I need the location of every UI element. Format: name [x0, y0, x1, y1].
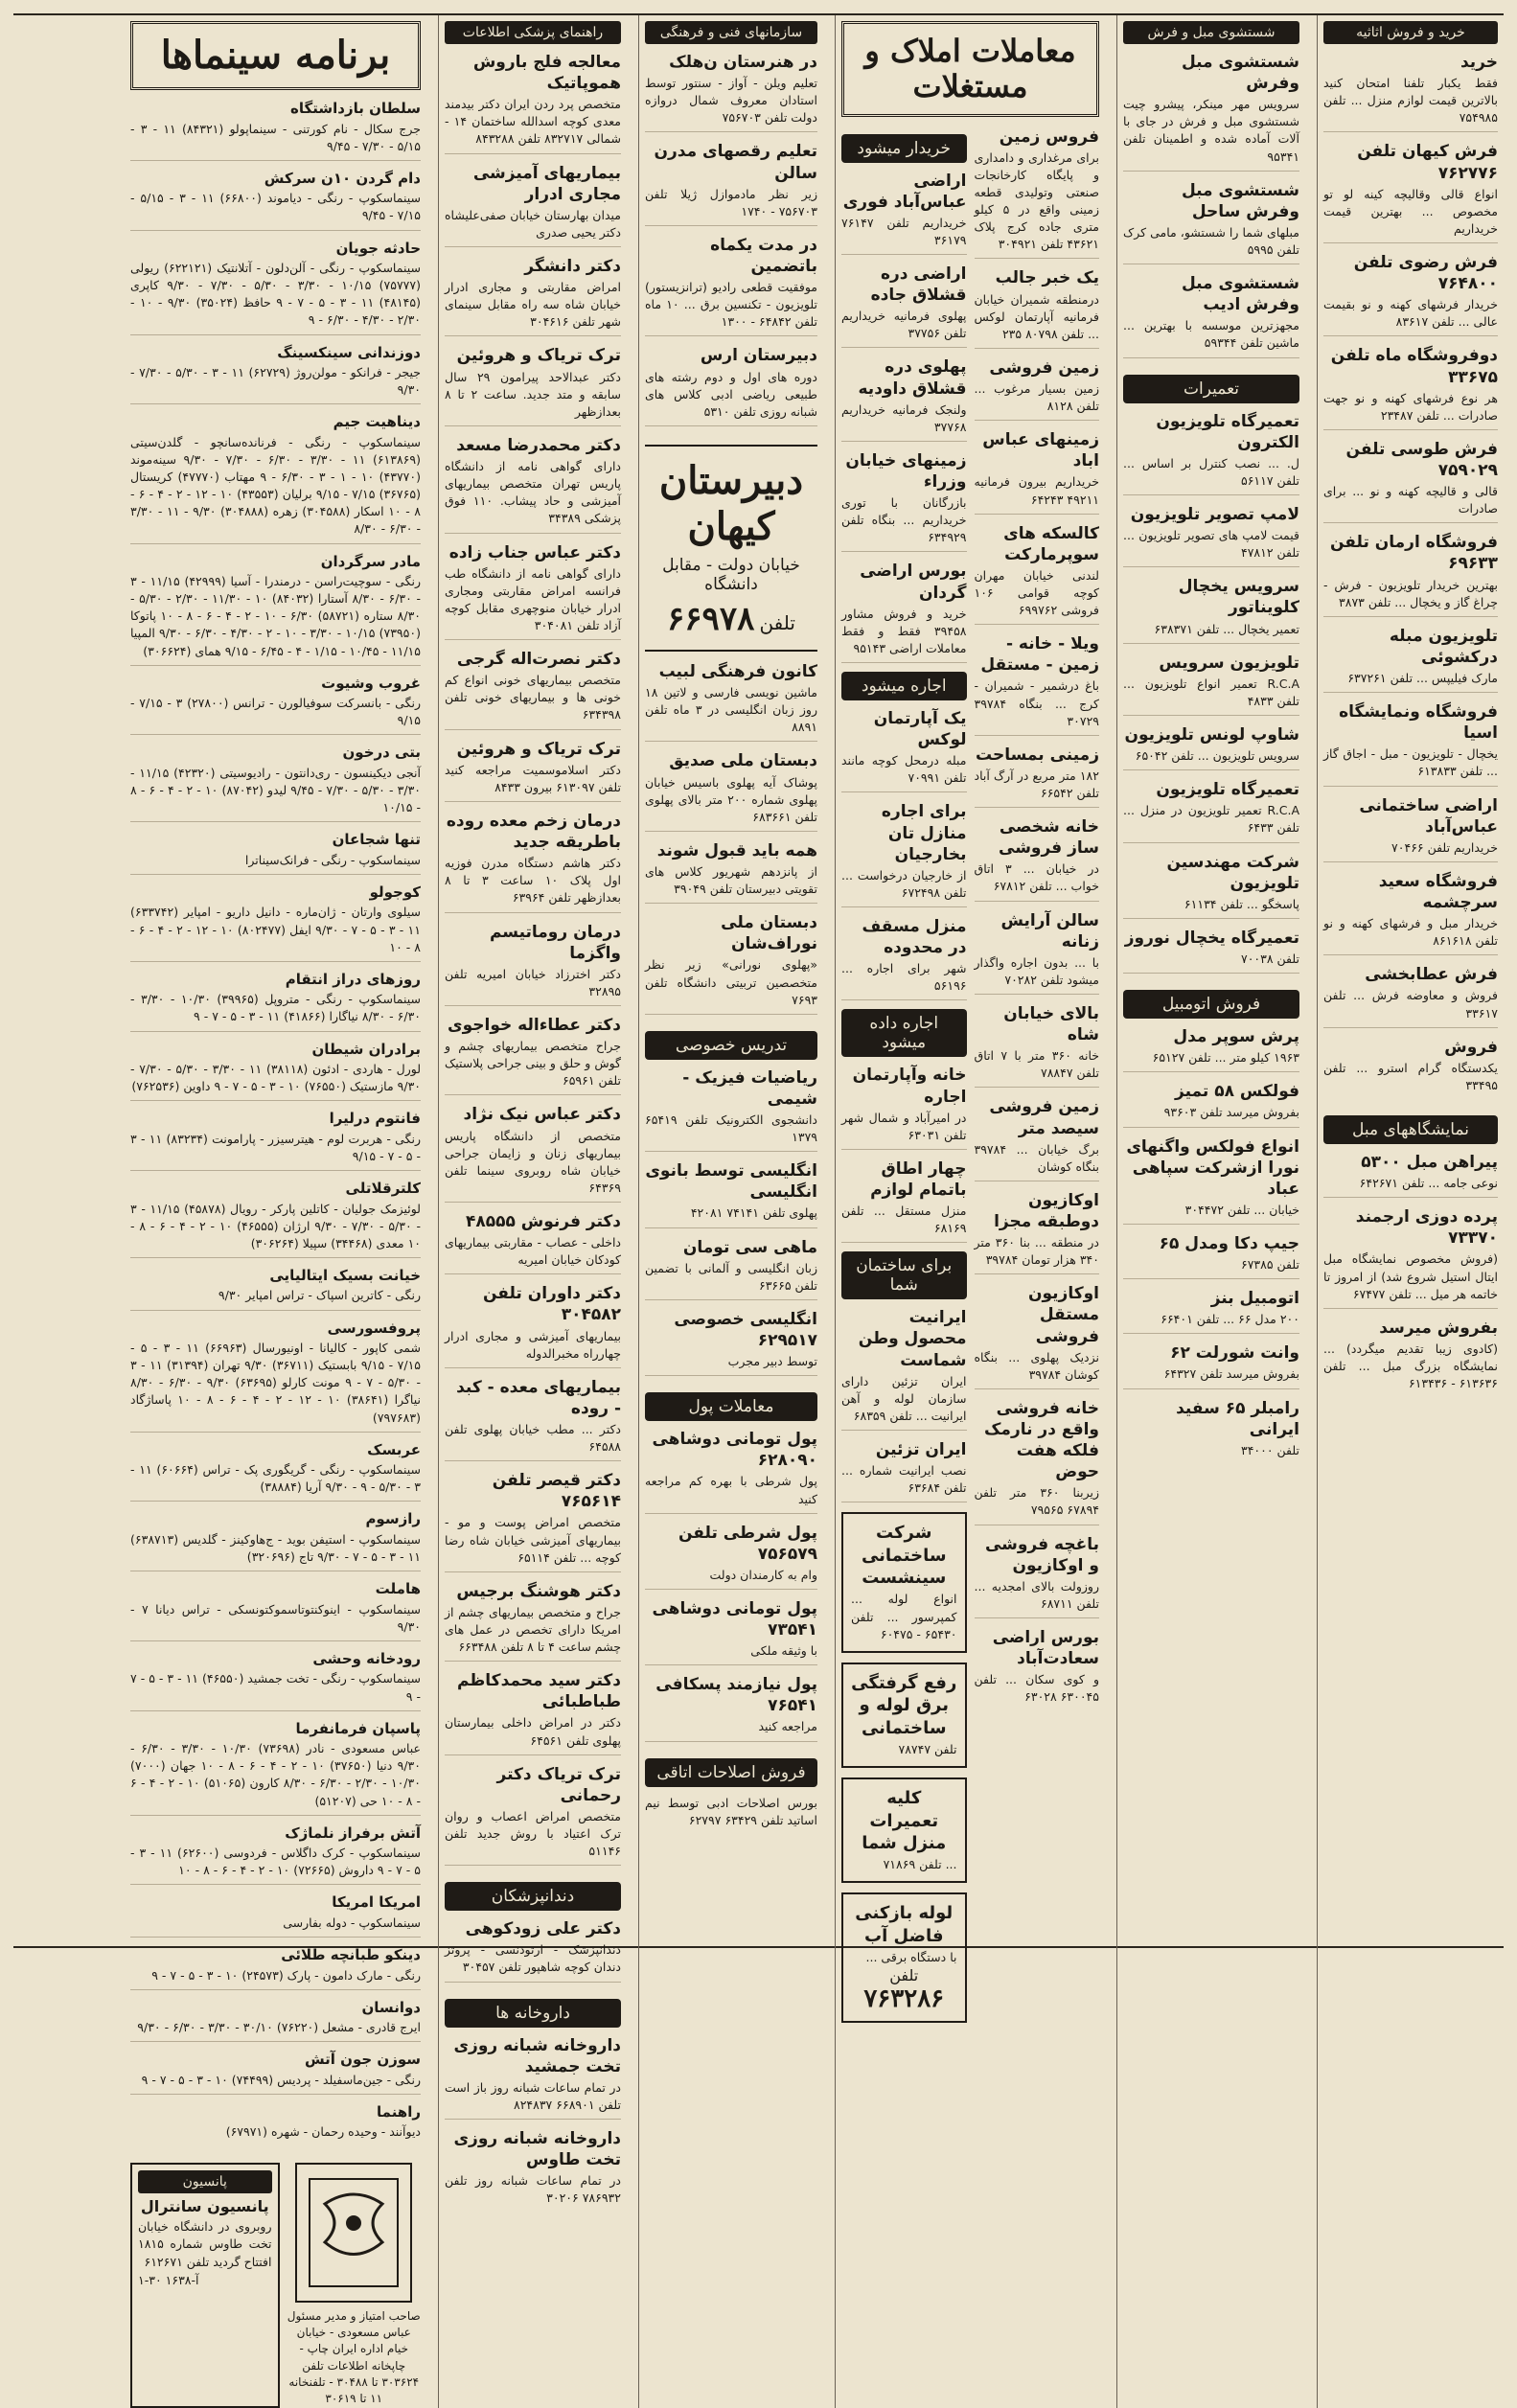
- edit-header: فروش اصلاحات اتاقی: [645, 1758, 817, 1787]
- ad-item: شستشوی مبل وفرش سرویس مهر مینکر، پیشرو چیت شستشوی مبل و فرش در جای با آلات آماده شده و اطمینان تلفن ۹۵۳۴۱: [1123, 52, 1299, 172]
- ad-item: دکتر عطاءاله خواجوی جراح متخصص بیماریهای چشم و گوش و حلق و بینی جراحی پلاستیک تلفن ۶۵۹۶۱: [445, 1015, 621, 1095]
- cinema-item: دوانسان ایرج قادری - مشعل (۷۶۲۲۰) ۳۰/۱۰ - ۳/۳۰ - ۶/۳۰ - ۹/۳۰: [130, 1999, 421, 2043]
- cinema-item: عربسک سینماسکوپ - رنگی - گریگوری پک - تراس (۶۰۶۶۴) ۱۱ - ۳ - ۵/۳۰ - ۹ - ۹/۳۰ آریا (۳۸۸۸۴): [130, 1441, 421, 1502]
- column-realestate: [835, 15, 1105, 2408]
- masthead-footer: [130, 2163, 421, 2408]
- ad-item: فروس زمین برای مرغداری و دامداری و پایگاه کارخانجات صنعتی وتولیدی قطعه زمینی واقع در ۵ کیلو متری جاده کرج پلاک ۴۳۶۲۱ تلفن ۳۰۴۹۲۱: [975, 126, 1100, 260]
- ad-item: دکتر هوشنگ برجیس جراح و متخصص بیماریهای چشم از امریکا دارای تخصص در عمل های چشم ساعت ۴ تا ۸ تلفن ۶۶۳۴۸۸: [445, 1581, 621, 1662]
- ad-item: وانت شورلت ۶۲ بفروش میرسد تلفن ۶۴۳۲۷: [1123, 1342, 1299, 1388]
- ad-item: پول تومانی دوشاهی ۷۳۵۴۱ با وثیقه ملکی: [645, 1598, 817, 1665]
- ad-item: دکتر علی زودکوهی دندانپزشک - ارتودنسی - پروتز دندان کوچه شاهپور تلفن ۳۰۴۵۷: [445, 1918, 621, 1982]
- car-header: فروش اتومبیل: [1123, 990, 1299, 1019]
- cinema-item: پروفسورسی شمی کاپور - کالیانا - اونیورسال (۶۶۹۶۳) ۱۱ - ۳ - ۵ - ۷/۱۵ - ۹/۱۵ بابستیک (۳۶۷۱۱) ۹/۳۰ تهران (۳۱۳۹۴) ۱۱ - ۳ - ۵/۳۰ - ۷ - ۹ مونت کارلو (۶۳۶۹۵) ۹/۳۰ - ۶/۳۰ - ۸/۳۰ نیاگرا (۳۸۶۴۱) ۱۰ - ۱۲ - ۲ - ۴ - ۶ - ۸ - ۱۰ پاساژگاد (۷۹۷۶۸۳): [130, 1319, 421, 1433]
- ad-item: سرویس یخچال کلویناتور تعمیر یخچال ... تلفن ۶۳۸۳۷۱: [1123, 576, 1299, 643]
- ad-item: انواع فولکس واگنهای نورا ازشرکت سپاهی عباد خیابان ... تلفن ۳۰۴۴۷۲: [1123, 1136, 1299, 1225]
- ad-item: ترک تریاک و هروئین دکتر عبدالاحد پیرامون ۲۹ سال سابقه و متد جدید. ساعت ۲ تا ۸ بعدازظهر: [445, 345, 621, 425]
- ad-item: فروش یکدستگاه گرام استرو ... تلفن ۳۳۴۹۵: [1323, 1037, 1498, 1092]
- ad-item: بورس اراضی سعادت‌آباد و کوی سکان ... تلفن ۶۳۰۰۴۵ ۶۳۰۲۸: [974, 1627, 1099, 1705]
- ad-item: درمان روماتیسم واگزما دکتر اخترزاد خیابان امیریه تلفن ۳۲۸۹۵: [445, 922, 621, 1006]
- ad-item: شستشوی مبل وفرش ادیب مجهزترین موسسه با بهترین ... ماشین تلفن ۵۹۳۴۴: [1123, 273, 1299, 357]
- ad-item: اراضی دره قشلاق جاده پهلوی فرمانیه خریداریم تلفن ۳۷۷۵۶: [841, 264, 967, 348]
- ad-item: زمینهای عباس اباد خریداریم بیرون فرمانیه ۴۹۲۱۱ ۶۴۲۴۳: [975, 429, 1100, 514]
- ad-item: پیراهن مبل ۵۳۰۰ نوعی جامه ... تلفن ۶۴۲۶۷۱: [1323, 1152, 1498, 1198]
- boiler-box: رفع گرفتگی برق لوله و ساختمانی تلفن ۷۸۷۴۷: [841, 1663, 967, 1768]
- water-box: لوله بازکنی فاضل آب با دستگاه برقی ... تلفن ۷۶۳۲۸۶: [841, 1892, 967, 2023]
- ad-item: خانه وآپارتمان اجاره در امیرآباد و شمال شهر تلفن ۶۳۰۳۱: [841, 1065, 967, 1149]
- ad-item: دکتر داوران تلفن ۳۰۴۵۸۲ بیماریهای آمیزشی و مجاری ادرار چهارراه مخبرالدوله: [445, 1283, 621, 1367]
- ad-item: ترک تریاک و هروئین دکتر اسلاموسمیت مراجعه کنید تلفن ۶۱۳۰۹۷ بیرون ۸۴۳۳: [445, 739, 621, 802]
- realestate-right: [975, 126, 1100, 2033]
- ad-item: داروخانه شبانه روزی تخت جمشید در تمام ساعات شبانه روز باز است تلفن ۶۶۸۹۰۱ ۸۲۴۸۳۷: [445, 2035, 621, 2120]
- ad-item: خرید فقط یکبار تلفنا امتحان کنید بالاترین قیمت لوازم منزل ... تلفن ۷۵۴۹۸۵: [1323, 52, 1498, 132]
- build-header: برای ساختمان شما: [841, 1251, 967, 1299]
- ad-item: دبستان ملی صدیق پوشاک آیه پهلوی باسیس خیابان پهلوی شماره ۲۰۰ متر بالای پهلوی تلفن ۶۸۳۶۶۱: [645, 750, 817, 831]
- ad-item: پول شرطی تلفن ۷۵۶۵۷۹ وام به کارمندان دولت: [645, 1523, 817, 1590]
- ad-item: تعلیم رقصهای مدرن سالن زیر نظر مادموازل ژیلا تلفن ۷۵۶۷۰۳ - ۱۷۴۰: [645, 141, 817, 225]
- rentout-header: اجاره داده میشود: [841, 1009, 967, 1057]
- ad-item: انگلیسی خصوصی ۶۲۹۵۱۷ توسط دبیر مجرب: [645, 1309, 817, 1376]
- ad-item: شستشوی مبل وفرش ساحل مبلهای شما را شستشو، مامی کرک تلفن ۵۹۹۵: [1123, 180, 1299, 264]
- ad-item: دکتر عباس جناب زاده دارای گواهی نامه از دانشگاه طب فرانسه امراض مقاربتی ومجاری ادرار خیابان منوچهری مقابل کوچه آزاد تلفن ۳۰۴۰۸۱: [445, 542, 621, 641]
- ad-item: تعمیرگاه یخچال نوروز تلفن ۷۰۰۳۸: [1123, 928, 1299, 974]
- company-box: شرکت ساختمانی سینشست انواع لوله ... کمپرسور ... تلفن ۶۵۴۳۰ - ۶۰۴۷۵: [841, 1512, 967, 1653]
- furniture-header: خرید و فروش اثاثیه: [1323, 21, 1498, 44]
- ad-item: ایران تزئین نصب ایرانیت شماره ... تلفن ۶۳۶۸۴: [841, 1439, 967, 1502]
- ad-item: درمان زخم معده روده باطریقه جدید دکتر هاشم دستگاه مدرن فوزیه اول پلاک ۱۰ ساعت ۳ تا ۸ بعدازظهر تلفن ۶۳۹۶۴: [445, 811, 621, 913]
- ad-item: ایرانیت محصول وطن شماست ایران تزئین دارای سازمان لوله و آهن ایرانیت ... تلفن ۶۸۳۵۹: [841, 1307, 967, 1431]
- realestate-grid: [841, 126, 1099, 2033]
- cinema-item: سلطان بازداشتگاه جرج سکال - نام کورتنی - سینماپولو (۸۴۳۲۱) ۱۱ - ۳ - ۵/۱۵ - ۷/۳۰ - ۹/۴۵: [130, 100, 421, 161]
- ad-item: یک آپارتمان لوکس مبله درمحل کوچه مانند تلفن ۷۰۹۹۱: [841, 708, 967, 792]
- ad-item: بورس اراضی گردان خرید و فروش مشاور ۳۹۴۵۸ فقط و فقط معاملات اراضی ۹۵۱۴۳: [841, 561, 967, 663]
- ad-item: دبستان ملی نوراف‌شان «پهلوی نورانی» زیر نظر متخصصین تربیتی دانشگاه تلفن ۷۶۹۳: [645, 912, 817, 1015]
- pharmacy-header: داروخانه ها: [445, 1999, 621, 2028]
- ad-item: اوکازیون دوطبقه مجزا در منطقه ... بنا ۳۶۰ متر ۳۴۰ هزار تومان ۳۹۷۸۴: [975, 1190, 1100, 1274]
- ad-item: ویلا - خانه - زمین - مستقل باغ درشمیر - شمیران - کرج ... بنگاه ۳۹۷۸۴ ۳۰۷۲۹: [975, 633, 1100, 736]
- cinema-item: راهنما دیوآنند - وحیده رحمان - شهره (۶۷۹۷۱): [225, 2102, 421, 2140]
- ad-item: اراضی ساختمانی عباس‌آباد خریداریم تلفن ۷۰۴۶۶: [1323, 795, 1498, 862]
- pension-box: پانسیون پانسیون سانترال روبروی در دانشگاه خیابان تخت طاوس شماره ۱۸۱۵ افتتاح گردید تلفن ۶۱۲۶۷۱ ۱-۳۰ آ-۱۶۳۸: [130, 2163, 280, 2408]
- ad-item: زمین فروشی زمین بسیار مرغوب ... تلفن ۸۱۲۸: [975, 357, 1100, 421]
- medical-header: راهنمای پزشکی اطلاعات: [445, 21, 621, 44]
- cinema-item: غروب وشیوت رنگی - بانسرکت سوفیالورن - ترانس (۲۷۸۰۰) ۳ - ۷/۱۵ - ۹/۱۵: [130, 675, 421, 736]
- cinema-item: رودخانه وحشی سینماسکوپ - رنگی - تخت جمشید (۴۶۵۵۰) ۱۱ - ۳ - ۵ - ۷ - ۹: [130, 1650, 421, 1711]
- ad-item: دکتر عباس نیک نژاد متخصص از دانشگاه پاریس بیماریهای زنان و زایمان جراحی خیابان شاه روبروی سینما تلفن ۶۴۳۶۹: [445, 1104, 621, 1203]
- ad-item: خانه شخصی ساز فروشی در خیابان ... ۳ اتاق خواب ... تلفن ۶۷۸۱۲: [975, 816, 1100, 901]
- ad-item: زمینی بمساحت ۱۸۲ متر مربع در آرگ آباد تلفن ۶۶۵۴۲: [975, 745, 1100, 808]
- cinema-item: امریکا امریکا سینماسکوپ - دوله بفارسی: [130, 1893, 421, 1938]
- ad-item: خانه فروشی واقع در نارمک فلکه هفت حوض زیربنا ۳۶۰ متر تلفن ۶۷۸۹۴ ۷۹۵۶۵: [975, 1398, 1100, 1525]
- ad-item: شاوپ لونس تلویزیون سرویس تلویزیون ... تلفن ۶۵۰۴۲: [1123, 724, 1299, 770]
- newspaper-logo: [295, 2163, 412, 2303]
- ad-item: چهار اطاق باتمام لوازم منزل مستقل ... تلفن ۶۸۱۶۹: [841, 1158, 967, 1243]
- ad-item: فرش طوسی تلفن ۷۵۹۰۲۹ قالی و قالیچه کهنه و نو ... برای صادرات: [1323, 439, 1498, 523]
- ad-item: باغچه فروشی و اوکازیون روزولت بالای امجدیه ... تلفن ۶۸۷۱۱: [975, 1534, 1100, 1618]
- ad-item: دوفروشگاه ماه تلفن ۳۳۶۷۵ هر نوع فرشهای کهنه و نو جهت صادرات ... تلفن ۲۳۴۸۷: [1323, 345, 1498, 429]
- column-education: [638, 15, 823, 2408]
- ad-item: معالجه فلج باروش هموپاتیک متخصص پرد ردن ایران دکتر بیدمند معدی کوچه اسدالله ساختمان ۱۴ - شمالی ۸۳۲۷۱۷ تلفن ۸۴۳۲۸۸: [445, 52, 621, 154]
- ad-item: کالسکه های سوپرمارکت لندنی خیابان مهران کوچه قوامی ۱۰۶ فروشی ۶۹۹۷۶۲: [975, 523, 1100, 626]
- cinema-item: کوجولو سیلوی وارتان - ژان‌ماره - دانیل داریو - امپایر (۶۳۳۷۴۲) ۱۱ - ۳ - ۵ - ۷ - ۹/۳۰ ایفل (۸۰۲۴۷۷) ۱۰ - ۱۲ - ۲ - ۴ - ۶ - ۸ - ۱۰: [130, 883, 421, 962]
- ad-item: پول نیازمند پسکافی ۷۶۵۴۱ مراجعه کنید: [645, 1674, 817, 1741]
- ad-item: در هنرستان ن‌هلک تعلیم ویلن - آواز - سنتور توسط استادان معروف شمال دروازه دولت تلفن ۷۵۶۷۰۳: [645, 52, 817, 132]
- cinema-item: دام گردن ۱۰ن سرکش سینماسکوپ - رنگی - دیاموند (۶۶۸۰۰) ۱۱ - ۳ - ۵/۱۵ - ۷/۱۵ - ۹/۴۵: [130, 170, 421, 231]
- column-furniture: [1317, 15, 1504, 2408]
- cinema-item: رازسوم سینماسکوپ - استیفن بوید - ج‌هاوکینز - گلدیس (۶۳۸۷۱۳) ۱۱ - ۳ - ۵ - ۷ - ۹/۳۰ تاج (۳۲۰۶۹۶): [130, 1510, 421, 1571]
- cinema-item: بتی درخون آنجی دیکینسون - ری‌دانتون - رادیوسیتی (۴۲۳۲۰) ۱۱/۱۵ - ۳/۳۰ - ۵/۳۰ - ۷/۳۰ - ۹/۴۵ لیدو (۸۷۰۴۲) ۱۰ - ۲ - ۴ - ۶ - ۸ - ۱۰/۱۵: [130, 744, 421, 822]
- ad-item: دکتر سید محمدکاظم طباطبائی دکتر در امراض داخلی بیمارستان پهلوی تلفن ۶۴۵۶۱: [445, 1670, 621, 1754]
- furniture-ads: [1323, 52, 1498, 1108]
- column-services: [1116, 15, 1305, 2408]
- ad-item: دکتر محمدرضا مسعد دارای گواهی نامه از دانشگاه پاریس تهران متخصص بیماریهای آمیزشی و حاد پیشاب. ۱۱۰ فوق پزشکی ۳۴۳۸۹: [445, 435, 621, 534]
- publisher-block: صاحب امتیاز و مدیر مسئول عباس مسعودی - خیابان خیام اداره ایران چاپ - چاپخانه اطلاعات تلفن ۳۰۳۶۲۴ تا ۳۰۴۸۸ - تلفنخانه ۱۱ تا ۳۰۶۱۹: [287, 2163, 422, 2408]
- column-cinema: [125, 15, 426, 2408]
- ad-item: جیپ دکا ومدل ۶۵ تلفن ۶۷۳۸۵: [1123, 1233, 1299, 1279]
- cinema-item: فانتوم درلیرا رنگی - هربرت لوم - هیترسیزر - پارامونت (۸۳۲۳۴) ۱۱ - ۳ - ۵ - ۷ - ۹/۱۵: [130, 1110, 421, 1171]
- ad-item: پول تومانی دوشاهی ۶۲۸۰۹۰ پول شرطی با بهره کم مراجعه کنید: [645, 1429, 817, 1513]
- ad-item: فروشگاه ونمایشگاه اسیا یخچال - تلویزیون - مبل - اجاق گاز ... تلفن ۶۱۳۸۳۳: [1323, 701, 1498, 786]
- cinema-item: روزهای دراز انتقام سینماسکوپ - رنگی - متروپل (۳۹۹۶۵) ۱۰/۳۰ - ۳/۳۰ - ۶/۳۰ - ۸/۳۰ نیاگارا (۴۱۸۶۶) ۱۱ - ۳ - ۵ - ۷ - ۹: [130, 971, 421, 1032]
- ad-item: فرش کیهان تلفن ۷۶۲۷۷۶ انواع قالی وقالیچه کینه‌ لو تو مخصوص ... بهترین قیمت خریداریم: [1323, 141, 1498, 243]
- buy-header: خریدار میشود: [841, 134, 967, 163]
- ad-item: کانون فرهنگی لبیب ماشین نویسی فارسی و لاتین ۱۸ روز زبان انگلیسی در ۳ ماه تلفن ۸۸۹۱: [645, 661, 817, 742]
- school-box: دبیرستان کیهان خیابان دولت - مقابل دانشگاه تلفن ۶۶۹۷۸: [645, 445, 817, 652]
- ad-item: شرکت مهندسین تلویزیون پاسخگو ... تلفن ۶۱۱۳۴: [1123, 852, 1299, 919]
- ad-item: بیماریهای معده - کبد - روده دکتر ... مطب خیابان پهلوی تلفن ۶۴۵۸۸: [445, 1377, 621, 1461]
- ad-item: لامپ تصویر تلویزیون قیمت لامپ های تصویر تلویزیون ... تلفن ۴۷۸۱۲: [1123, 504, 1299, 567]
- ad-item: فرش عطابخشی فروش و معاوضه فرش ... تلفن ۳۳۶۱۷: [1323, 964, 1498, 1027]
- show-header: نمایشگاههای مبل: [1323, 1115, 1498, 1144]
- ad-item: اراضی عباس‌آباد فوری خریداریم تلفن ۷۶۱۴۷ ۳۶۱۷۹: [841, 171, 967, 255]
- cinema-item: دوزندانی سینکسینگ جیجر - فرانکو - مولن‌روژ (۶۲۷۲۹) ۱۱ - ۳ - ۵/۳۰ - ۷/۳۰ - ۹/۳۰: [130, 344, 421, 405]
- ad-item: تلویزیون مبله درکشوئی مارک فیلیپس ... تلفن ۶۳۷۲۶۱: [1323, 626, 1498, 693]
- ad-item: ماهی سی تومان زبان انگلیسی و آلمانی با تضمین تلفن ۶۳۶۶۵: [645, 1237, 817, 1300]
- ad-item: فروشگاه سعید سرچشمه خریدار مبل و فرشهای کهنه و نو تلفن ۸۶۱۶۱۸: [1323, 871, 1498, 955]
- ad-item: دکتر دانشگر امراض مقاربتی و مجاری ادرار خیابان شاه سه راه مقابل سینمای شهر تلفن ۳۰۴۶۱۶: [445, 256, 621, 336]
- logo-icon: [306, 2175, 402, 2290]
- ad-item: فرش رضوی تلفن ۷۶۴۸۰۰ خریدار فرشهای کهنه و نو بقیمت عالی ... تلفن ۸۳۶۱۷: [1323, 252, 1498, 336]
- cinema-item: دیناهیت جیم سینماسکوپ - رنگی - فرنانده‌سانچو - گلدن‌سیتی (۶۱۳۸۶۹) ۱۱ - ۳/۳۰ - ۶/۳۰ - ۷/۳۰ - ۹/۳۰ سینه‌موند (۴۳۷۷۰) ۱۰ - ۱ - ۳ - ۶/۳۰ - ۹ مهتاب (۴۷۷۷۰) کریستال (۳۶۷۶۵) ۷/۱۵ - ۹/۱۵ برلیان (۴۳۵۵۳) ۱۰ - ۱۲ - ۲ - ۴ - ۶ - ۸ - ۱۰ اسکار (۳۰۴۵۸۸) زهره (۳۰۴۸۸۸) ۹/۳۰ - ۱۱ - ۳/۳۰ - ۶/۳۰ - ۸/۳۰: [130, 413, 421, 543]
- ad-item: تعمیرگاه تلویزیون R.C.A تعمیر تلویزیون در منزل ... تلفن ۶۴۳۳: [1123, 779, 1299, 842]
- ad-item: پهلوی دره قشلاق داوديه ولنجک فرمانیه خریداریم ۳۷۷۶۸: [841, 356, 967, 441]
- ad-item: بیماریهای آمیزشی مجاری ادرار میدان بهارستان خیابان صفی‌علیشاه دکتر یحیی صدری: [445, 163, 621, 247]
- repair-box: کلیه تعمیرات منزل شما ... تلفن ۷۱۸۶۹: [841, 1777, 967, 1883]
- ad-item: اتومبیل بنز ۲۰۰ مدل ۶۶ ... تلفن ۶۶۴۰۱: [1123, 1288, 1299, 1334]
- realestate-header: معاملات املاک و مستغلات: [841, 21, 1099, 117]
- ad-item: رامبلر ۶۵ سفید ایرانی تلفن ۳۴۰۰۰: [1176, 1398, 1299, 1457]
- cinema-item: دینکو طبانچه طلائی رنگی - مارک دامون - پارک (۲۴۵۷۳) ۱۰ - ۳ - ۵ - ۷ - ۹: [130, 1946, 421, 1990]
- rent-header: اجاره میشود: [841, 672, 967, 700]
- ad-item: پرده دوزی ارجمند ۷۳۳۷۰ (فروش مخصوص نمایشگاه مبل ایتال استیل شروع شد) از امروز تا خاتمه هر میل ... تلفن ۶۷۴۷۷: [1323, 1206, 1498, 1309]
- ad-item: فروشگاه ارمان تلفن ۶۹۶۳۳ بهترین خریدار تلویزیون - فرش - چراغ گاز و یخچال ... تلفن ۳۸۷۳: [1323, 532, 1498, 616]
- cinema-item: کلترقلاتلی لوئیزمک جولیان - کاتلین پارکر - رویال (۴۵۸۷۸) ۱۱/۱۵ - ۳ - ۵/۳۰ - ۷/۳۰ - ۹/۳۰ ارژان (۴۶۵۵۵) ۱۰ - ۲ - ۴ - ۶ - ۸ - ۱۰ معدی (۳۴۴۶۸) سپیلا (۳۰۶۲۶۴): [130, 1180, 421, 1258]
- tutor-header: تدریس خصوصی: [645, 1031, 817, 1060]
- ad-item: اوکازیون مستقل فروشی نزدیک پهلوی ... بنگاه کوشان ۳۹۷۸۴: [975, 1283, 1100, 1389]
- ad-item: ترک تریاک دکتر رحمانی متخصص امراض اعصاب و روان ترک اعتیاد با روش جدید تلفن ۵۱۱۴۶: [445, 1764, 621, 1867]
- ad-item: در مدت یکماه باتضمین موفقیت قطعی رادیو (ترانزیستور) تلویزیون - تکنسین برق ... ۱۰ ماه تلفن ۶۴۸۴۲ - ۱۳۰۰: [645, 235, 817, 337]
- loan-header: معاملات پول: [645, 1392, 817, 1421]
- ad-item: دکتر قیصر تلفن ۷۶۵۶۱۴ متخصص امراض پوست و مو - بیماریهای آمیزشی خیابان شاه رضا کوچه ... تلفن ۶۵۱۱۴: [445, 1470, 621, 1572]
- education-header: سازمانهای فنی و فرهنگی: [645, 21, 817, 44]
- ad-item: همه باید قبول شوند از پانزدهم شهریور کلاس های تقویتی دبیرستان تلفن ۳۹۰۴۹: [645, 840, 817, 904]
- ad-item: یک خبر جالب درمنطقه شمیران خیابان فرمانیه آپارتمان لوکس ... تلفن ۸۰۷۹۸ ۲۳۵: [975, 267, 1100, 348]
- cinema-item: پاسپان فرمانفرما عباس مسعودی - نادر (۷۳۶۹۸) ۱۰/۳۰ - ۳/۳۰ - ۶/۳۰ - ۹/۳۰ دنیا (۳۷۶۵۰) ۱۰ - ۲ - ۴ - ۶ - ۸ - ۱۰ جهان (۷۰۰۰) ۱۰/۳۰ - ۲/۳۰ - ۶/۳۰ - ۸/۳۰ کارون (۵۱۰۶۵) ۱۰ - ۲ - ۴ - ۶ - ۸ - ۱۰ حی (۵۱۲۰۷): [130, 1720, 421, 1816]
- ad-item: منزل مسقف در محدوده شهر برای اجاره ... ۵۶۱۹۶: [841, 916, 967, 1000]
- ad-item: زمینهای خیابان وزراء بازرگانان با توری خریداریم ... بنگاه تلفن ۶۳۴۹۲۹: [841, 450, 967, 553]
- services-header: شستشوی مبل و فرش: [1123, 21, 1299, 44]
- ad-item: تعمیرگاه تلویزیون الکترون ل. ... نصب کنترل بر اساس ... تلفن ۵۶۱۱۷: [1123, 411, 1299, 495]
- ad-item: داروخانه شبانه روزی تخت طاوس در تمام ساعات شبانه روز تلفن ۷۸۶۹۳۲ ۳۰۲۰۶: [445, 2129, 621, 2206]
- ad-item: ریاضیات فیزیک - شیمی دانشجوی الکترونیک تلفن ۶۵۴۱۹ ۱۳۷۹: [645, 1067, 817, 1152]
- realestate-left: [841, 126, 967, 2033]
- cinema-list: [130, 100, 421, 2155]
- cinema-item: خیانت بسیک ایتالیایی رنگی - کاترین اسپاک - تراس امپایر ۹/۳۰: [130, 1267, 421, 1311]
- ad-item: دکتر نصرت‌اله گرجی متخصص بیماریهای خونی انواع کم خونی ها و بیماریهای خونی تلفن ۶۳۴۳۹۸: [445, 649, 621, 729]
- dentist-header: دندانپزشکان: [445, 1882, 621, 1911]
- repair-header: تعمیرات: [1123, 375, 1299, 403]
- ad-item: بفروش میرسد (کادوی زیبا تقدیم میگردد) ... نمایشگاه بزرگ مبل ... تلفن ۶۱۳۶۳۶ - ۶۱۳۴۳۶: [1323, 1318, 1498, 1391]
- ad-item: تلویزیون سرویس R.C.A تعمیر انواع تلویزیون ... تلفن ۴۸۳۳: [1123, 653, 1299, 716]
- column-medical: [438, 15, 627, 2408]
- ad-item: سالن آرایش زنانه با ... بدون اجاره واگذار میشود تلفن ۷۰۲۸۲: [975, 910, 1100, 995]
- ad-item: برای اجاره منازل تان بخارجیان از خارجیان درخواست ... تلفن ۶۷۲۴۹۸: [841, 801, 967, 907]
- cinema-item: تنها شجاعان سینماسکوپ - رنگی - فرانک‌سیناترا: [130, 831, 421, 875]
- ad-item: پرش سوپر مدل ۱۹۶۳ کیلو متر ... تلفن ۶۵۱۲۷: [1123, 1026, 1299, 1072]
- cinema-item: مادر سرگردان رنگی - سوچیت‌راسن - درمندرا - آسیا (۴۲۹۹۹) ۱۱/۱۵ - ۳ - ۶/۳۰ - ۸/۳۰ آستارا (۸۴۰۳۲) ۱۰ - ۱۱/۳۰ - ۲/۳۰ - ۵/۳۰ - ۸/۳۰ ستاره (۵۸۷۲۱) ۶/۳۰ - ۱۰ - ۲ - ۴ - ۶ - ۸ - ۱۰ پاتوکا (۷۳۹۵۰) ۱۰/۱۵ - ۳/۳۰ - ۱۰ - ۲ - ۴/۳۰ - ۶/۳۰ - ۹/۳۰ المپیا ۱۱/۱۵ - ۱۰/۴۵ - ۱/۱۵ - ۴ - ۶/۴۵ - ۹/۱۵ همای (۳۰۶۶۲۴): [130, 553, 421, 666]
- ad-item: دکتر فرنوش ۴۸۵۵۵ داخلی - عصاب - مقاربتی بیماریهای کودکان خیابان امیریه: [445, 1211, 621, 1274]
- ad-item: دبیرستان ارس دوره های اول و دوم رشته های طبیعی ریاضی ادبی کلاس های شبانه روزی تلفن ۵۳۱۰: [645, 345, 817, 425]
- ad-item: بالای خیابان شاه خانه ۳۶۰ متر با ۷ اتاق تلفن ۷۸۸۴۷: [975, 1003, 1100, 1088]
- cinema-item: حادثه جویان سینماسکوپ - رنگی - آلن‌دلون - آتلانتیک (۶۲۲۱۲۱) ریولی (۷۵۷۷۷) ۱۰/۱۵ - ۳/۳۰ - ۵/۳۰ - ۷/۳۰ - ۹/۳۰ کاپری (۴۸۱۴۵) ۱۱ - ۳ - ۵ - ۷ - ۹ حافظ (۳۵۰۲۴) ۹/۳۰ - ۱۰ - ۲/۳۰ - ۴/۳۰ - ۶/۳۰ - ۹: [130, 240, 421, 335]
- ad-item: بورس اصلاحات ادبی توسط نیم اساتید تلفن ۶۳۴۲۹ ۶۲۷۹۷: [645, 1795, 817, 1827]
- newspaper-page: [13, 13, 1504, 2406]
- ad-item: انگلیسی توسط بانوی انگلیسی پهلوی تلفن ۷۴۱۴۱ ۴۲۰۸۱: [645, 1160, 817, 1227]
- cinema-item: آتش برفراز نلماژک سینماسکوپ - کرک داگلاس - فردوسی (۶۲۶۰۰) ۱۱ - ۳ - ۵ - ۷ - ۹ داروش (۷۲۶۶۵) ۱۰ - ۲ - ۴ - ۶ - ۸ - ۱۰: [130, 1824, 421, 1886]
- cinema-item: هاملت سینماسکوپ - اینوکنتوتاسموکتونسکی - تراس دیانا ۷ - ۹/۳۰: [130, 1580, 421, 1641]
- cinema-item: برادران شیطان لورل - هاردی - ادئون (۳۸۱۱۸) ۱۱ - ۳/۳۰ - ۵/۳۰ - ۷/۳۰ - ۹/۳۰ مازستیک (۷۶۵۵۰) ۱۰ - ۳ - ۵ - ۷ - ۹ داوین (۷۶۲۵۳۶): [130, 1041, 421, 1102]
- ad-item: زمین فروشی سیصد متر برگ خیابان ... ۳۹۷۸۴ بنگاه کوشان: [975, 1096, 1100, 1181]
- ad-item: فولکس ۵۸ تمیز بفروش میرسد تلفن ۹۳۶۰۳: [1123, 1081, 1299, 1127]
- cinema-item: سوزن جون آتش رنگی - جین‌ماسفیلد - پردیس (۷۴۴۹۹) ۱۰ - ۳ - ۵ - ۷ - ۹: [130, 2051, 421, 2095]
- cinema-header: برنامه سینماها: [130, 21, 421, 90]
